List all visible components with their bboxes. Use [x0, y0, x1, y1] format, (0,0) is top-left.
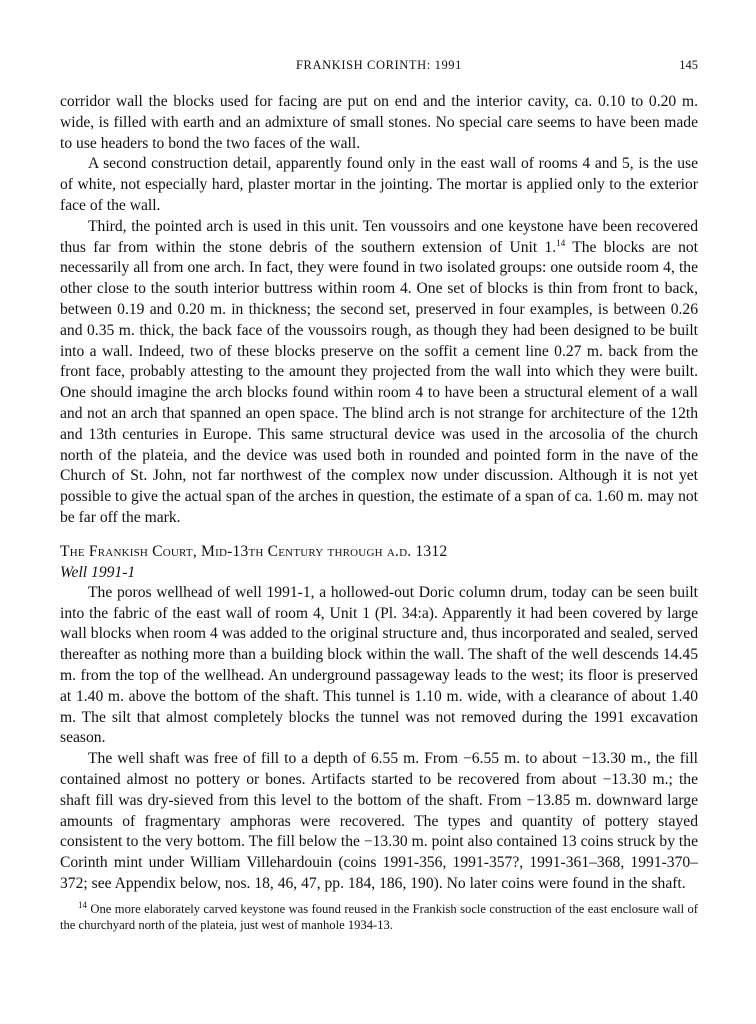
paragraph-3-part-a: Third, the pointed arch is used in this unit. Ten voussoirs and one keystone have been recovered thus far from within the stone debris of the southern extension of Unit 1.: [60, 217, 698, 256]
running-header: [60, 52, 698, 76]
paragraph-5: The well shaft was free of fill to a depth of 6.55 m. From −6.55 m. to about −13.30 m., the fill contained almost no pottery or bones. Artifacts started to be recovered from about −13.30 m.; the shaft fill was dry-sieved from this level to the bottom of the shaft. From −13.85 m. downward large amounts of fragmentary amphoras were recovered. The types and quantity of pottery stayed consistent to the very bottom. The fill below the −13.30 m. point also contained 13 coins struck by the Corinth mint under William Villehardouin (coins 1991-356, 1991-357?, 1991-361–368, 1991-370–372; see Appendix below, nos. 18, 46, 47, pp. 184, 186, 190). No later coins were found in the shaft.: [60, 750, 698, 892]
paragraph-3: [60, 217, 698, 529]
subsection-heading: Well 1991-1: [60, 563, 136, 581]
paragraph-1: corridor wall the blocks used for facing are put on end and the interior cavity, ca. 0.10 to 0.20 m. wide, is filled with earth and an admixture of small stones. No special care seems to have been made to use headers to bond the two faces of the wall.: [60, 93, 698, 152]
paragraph-2: A second construction detail, apparently found only in the east wall of rooms 4 and 5, is the use of white, not especially hard, plaster mortar in the jointing. The mortar is applied only to the exterior face of the wall.: [60, 155, 698, 214]
running-title: FRANKISH CORINTH: 1991: [296, 58, 462, 72]
paragraph-3-part-b: The blocks are not necessarily all from one arch. In fact, they were found in two isolated groups: one outside room 4, the other close to the south interior buttress within room 4. One set of blocks is thin from front to back, between 0.19 and 0.20 m. in thickness; the second set, preserved in four examples, is between 0.26 and 0.35 m. thick, the back face of the voussoirs rough, as though they had been designed to be built into a wall. Indeed, two of these blocks preserve on the soffit a cement line 0.27 m. back from the front face, probably attesting to the amount they projected from the wall into which they were built. One should imagine the arch blocks found within room 4 to have been a structural element of a wall and not an arch that spanned an open space. The blind arch is not strange for architecture of the 12th and 13th centuries in Europe. This same structural device was used in the arcosolia of the church north of the plateia, and the device was used both in rounded and pointed form in the nave of the Church of St. John, not far northwest of the complex now under discussion. Although it is not yet possible to give the actual span of the arches in question, the estimate of a span of ca. 1.60 m. may not be far off the mark.: [60, 238, 698, 526]
section-heading: The Frankish Court, Mid-13th Century through a.d. 1312: [60, 542, 448, 560]
footnote-reference[interactable]: 14: [556, 237, 566, 248]
paragraph-4: The poros wellhead of well 1991-1, a hollowed-out Doric column drum, today can be seen built into the fabric of the east wall of room 4, Unit 1 (Pl. 34:a). Apparently it had been covered by large wall blocks when room 4 was added to the original structure and, thus incorporated and sealed, served thereafter as nothing more than a building block within the wall. The shaft of the well descends 14.45 m. from the top of the wellhead. An underground passageway leads to the west; its floor is preserved at 1.40 m. above the bottom of the shaft. This tunnel is 1.10 m. wide, with a clearance of about 1.40 m. The silt that almost completely blocks the tunnel was not removed during the 1991 excavation season.: [60, 583, 698, 747]
page: [60, 52, 698, 934]
footnote-marker: 14: [78, 899, 87, 910]
footnote-text: One more elaborately carved keystone was found reused in the Frankish socle construction of the east enclosure wall of the churchyard north of the plateia, just west of manhole 1934-13.: [60, 901, 698, 933]
page-number: 145: [679, 58, 698, 72]
body-text: [60, 92, 698, 934]
footnote: [60, 901, 698, 935]
